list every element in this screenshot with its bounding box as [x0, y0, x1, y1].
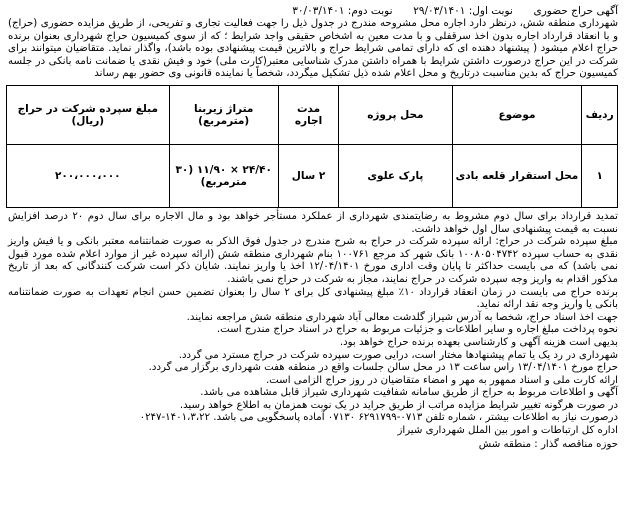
header-place: محل پروژه — [339, 85, 452, 144]
header-area: متراژ زیربنا (مترمربع) — [169, 85, 278, 144]
condition-documents-address: جهت اخذ اسناد حراج، شخصا به آدرس شیراز گلدشت معالی آباد شهرداری منطقه شش مراجعه نمایند. — [186, 311, 618, 323]
cell-deposit-amount: ۲۰۰،۰۰۰،۰۰۰ — [7, 144, 170, 207]
condition-transparency-portal: آگهی و اطلاعات مربوط به حراج از طریق سامانه شفافیت شهرداری شیراز قابل مشاهده می باشد. — [200, 387, 618, 399]
tender-authority: حوزه مناقصه گذار : منطقه شش — [478, 438, 618, 450]
cell-row-number: ۱ — [582, 144, 618, 207]
condition-auction-date: حراج مورخ ۱۳/۰۴/۱۴۰۱ راس ساعت ۱۳ در محل سالن جلسات واقع در منطقه هفت شهرداری برگزار می گردد. — [148, 362, 618, 374]
cell-duration: ۲ سال — [278, 144, 338, 207]
cell-subject: محل استقرار قلعه بادی — [452, 144, 582, 207]
cell-area: ۲۴/۴۰ × ۱۱/۹۰ (۳۰ مترمربع) — [169, 144, 278, 207]
notice-title-line — [8, 4, 618, 18]
condition-rejection-right: شهرداری در رد یک یا تمام پیشنهادها مختار است، درایی صورت سپرده شرکت در حراج مسترد می گردد. — [178, 349, 618, 361]
condition-deposit: مبلغ سپرده شرکت در حراج: ارائه سپرده شرکت در حراج به شرح مندرج در جدول فوق الذکر به صورت ضمانتنامه معتبر بانکی و یا فیش واریز نقدی به حساب سپرده ۱۰۰۸۰۵۰۴۷۴۲ بانک شهر کد مرجع ۱۰۰۷۶۱ بنام شهرداری منطقه شش (ارائه سپرده غیر از موارد اعلام شده مورد قبول نمی باشد) که می بایست حداکثر تا پایان وقت اداری مورخ ۱۲/۰۴/۱۴۰۱ اخذ یا واریز نمایند. شایان ذکر است شرکت کنندگانی که بعد از تاریخ مذکور اقدام به واریز وجه سپرده شرکت در حراج نمایند، مجاز به شرکت در حراج نمی باشند. — [8, 236, 619, 285]
issuer-office: اداره کل ارتباطات و امور بین الملل شهرداری شیراز — [397, 425, 618, 437]
condition-changes-notice: در صورت هرگونه تغییر شرایط مزایده مراتب از طریق جراید در یک نوبت همزمان به اطلاع خواهد رسید. — [179, 399, 618, 411]
second-round-date: نوبت دوم: ۳۰/۰۳/۱۴۰۱ — [292, 5, 393, 17]
header-duration: مدت اجاره — [278, 85, 338, 144]
header-deposit-amount: مبلغ سپرده شرکت در حراج (ریال) — [7, 85, 170, 144]
header-subject: موضوع — [452, 85, 582, 144]
table-row — [7, 144, 618, 207]
cell-place: پارک علوی — [339, 144, 452, 207]
condition-ad-costs: بدیهی است هزینه آگهی و کارشناسی بعهده برنده حراج خواهد بود. — [339, 336, 618, 348]
intro-paragraph: شهرداری منطقه شش، درنظر دارد اجاره محل مشروحه مندرج در جدول ذیل را جهت فعالیت تجاری و تفریحی، از طریق مزایده حضوری (حراج) و با انعقاد قرارداد اجاره بدون اخذ سرقفلی و با مدت معین به اشخاص حقیقی واجد شرایط ؛ که از سوی کمیسیون حراج شهرداری بعنوان برنده حراج اعلام میشود ( پیشنهاد دهنده ای که دارای تمامی شرایط حراج و بالاترین قیمت پیشنهادی بوده باشد)، واگذار نماید. متقاضیان میتوانند برای شرکت در این حراج درصورت داشتن شرایط با همراه داشتن مدرک شناسایی معتبر(کارت ملی) خود و فیش نقدی یا ضمانت نامه بانکی در جلسه کمیسیون حراج که بدین مناسبت درتاریخ و محل اعلام شده ذیل تشکیل میگردد، شخصاً یا نماینده قانونی وی حضور بهم رساند — [8, 18, 618, 80]
header-row-number: ردیف — [582, 85, 618, 144]
condition-id-required: ارائه کارت ملی و اسناد ممهور به مهر و امضاء متقاضیان در روز حراج الزامی است. — [265, 374, 618, 386]
condition-payment-method: نحوه پرداخت مبلغ اجاره و سایر اطلاعات و جزئیات مربوط به حراج در اسناد حراج مندرج است. — [216, 324, 618, 336]
table-header-row — [7, 85, 618, 144]
notice-title: آگهی حراج حضوری — [533, 5, 618, 17]
notice-conditions — [8, 211, 618, 438]
first-round-date: نوبت اول: ۲۹/۰۳/۱۴۰۱ — [413, 5, 513, 17]
condition-renewal: تمدید قرارداد برای سال دوم مشروط به رضایتمندی شهرداری از عملکرد مستأجر خواهد بود و مال الاجاره برای سال دوم ۲۰ درصد افزایش نسبت به قیمت پیشنهادی سال اول خواهد داشت. — [8, 210, 619, 235]
condition-guarantee: برنده حراج می بایست در زمان انعقاد قرارداد ۱۰٪ مبلغ پیشنهادی کل برای ۲ سال را بعنوان تضمین حسن انجام تعهدات به صورت ضمانتنامه بانکی یا واریز وجه نقد ارائه نماید. — [8, 286, 619, 311]
lease-table — [6, 85, 618, 208]
condition-contact-phone: درصورت نیاز به اطلاعات بیشتر ، شماره تلفن ۰۷۱۳-۶۲۹۱۷۹۹ ۰۷۱۳۰ آماده پاسخگویی می باشد. ۱۴۰۱،۳،۲۲-۰۲۴۷ — [139, 412, 618, 424]
